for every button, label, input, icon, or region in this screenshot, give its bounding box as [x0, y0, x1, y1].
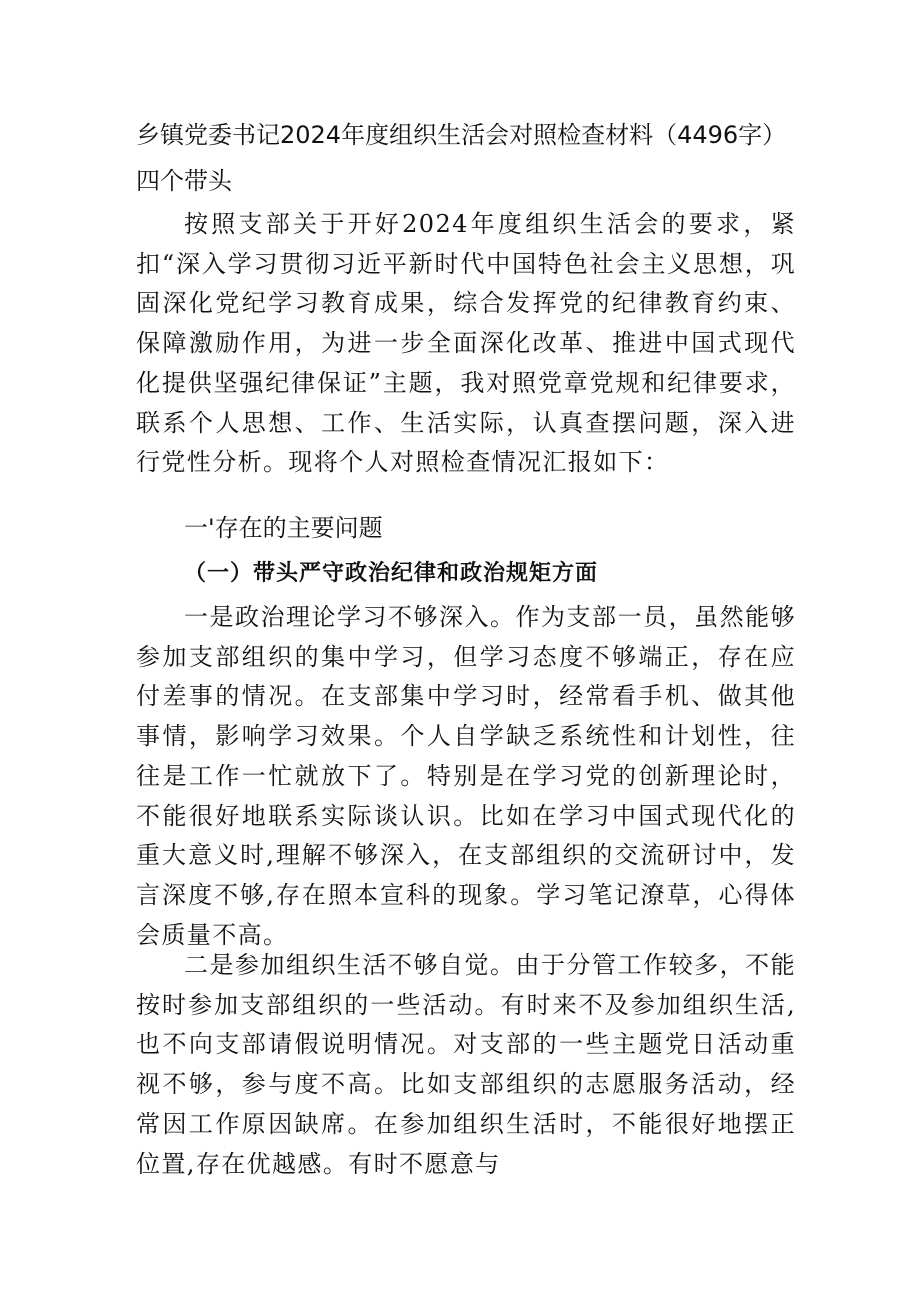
body-paragraph-2: 二是参加组织生活不够自觉。由于分管工作较多，不能按时参加支部组织的一些活动。有时来不及参加组织生活,也不向支部请假说明情况。对支部的一些主题党日活动重视不够，参与度不高。比如支部组织的志愿服务活动，经常因工作原因缺席。在参加组织生活时，不能很好地摆正位置,存在优越感。有时不愿意与 [136, 951, 796, 1178]
subsection-heading: （一）带头严守政治纪律和政治规矩方面 [184, 560, 599, 586]
document-title: 乡镇党委书记2024年度组织生活会对照检查材料（4496字）四个带头 [136, 121, 787, 195]
intro-paragraph: 按照支部关于开好2024年度组织生活会的要求，紧扣“深入学习贯彻习近平新时代中国特色社会主义思想，巩固深化党纪学习教育成果，综合发挥党的纪律教育约束、保障激励作用，为进一步全面深化改革、推进中国式现代化提供坚强纪律保证”主题，我对照党章党规和纪律要求，联系个人思想、工作、生活实际，认真查摆问题，深入进行党性分析。现将个人对照检查情况汇报如下： [136, 210, 796, 477]
section-heading: 一'存在的主要问题 [184, 514, 383, 542]
body-paragraph-1: 一是政治理论学习不够深入。作为支部一员，虽然能够参加支部组织的集中学习，但学习态度不够端正，存在应付差事的情况。在支部集中学习时，经常看手机、做其他事情，影响学习效果。个人自学缺乏系统性和计划性，往往是工作一忙就放下了。特别是在学习党的创新理论时，不能很好地联系实际谈认识。比如在学习中国式现代化的重大意义时,理解不够深入，在支部组织的交流研讨中，发言深度不够,存在照本宣科的现象。学习笔记潦草，心得体会质量不高。 [136, 603, 796, 949]
